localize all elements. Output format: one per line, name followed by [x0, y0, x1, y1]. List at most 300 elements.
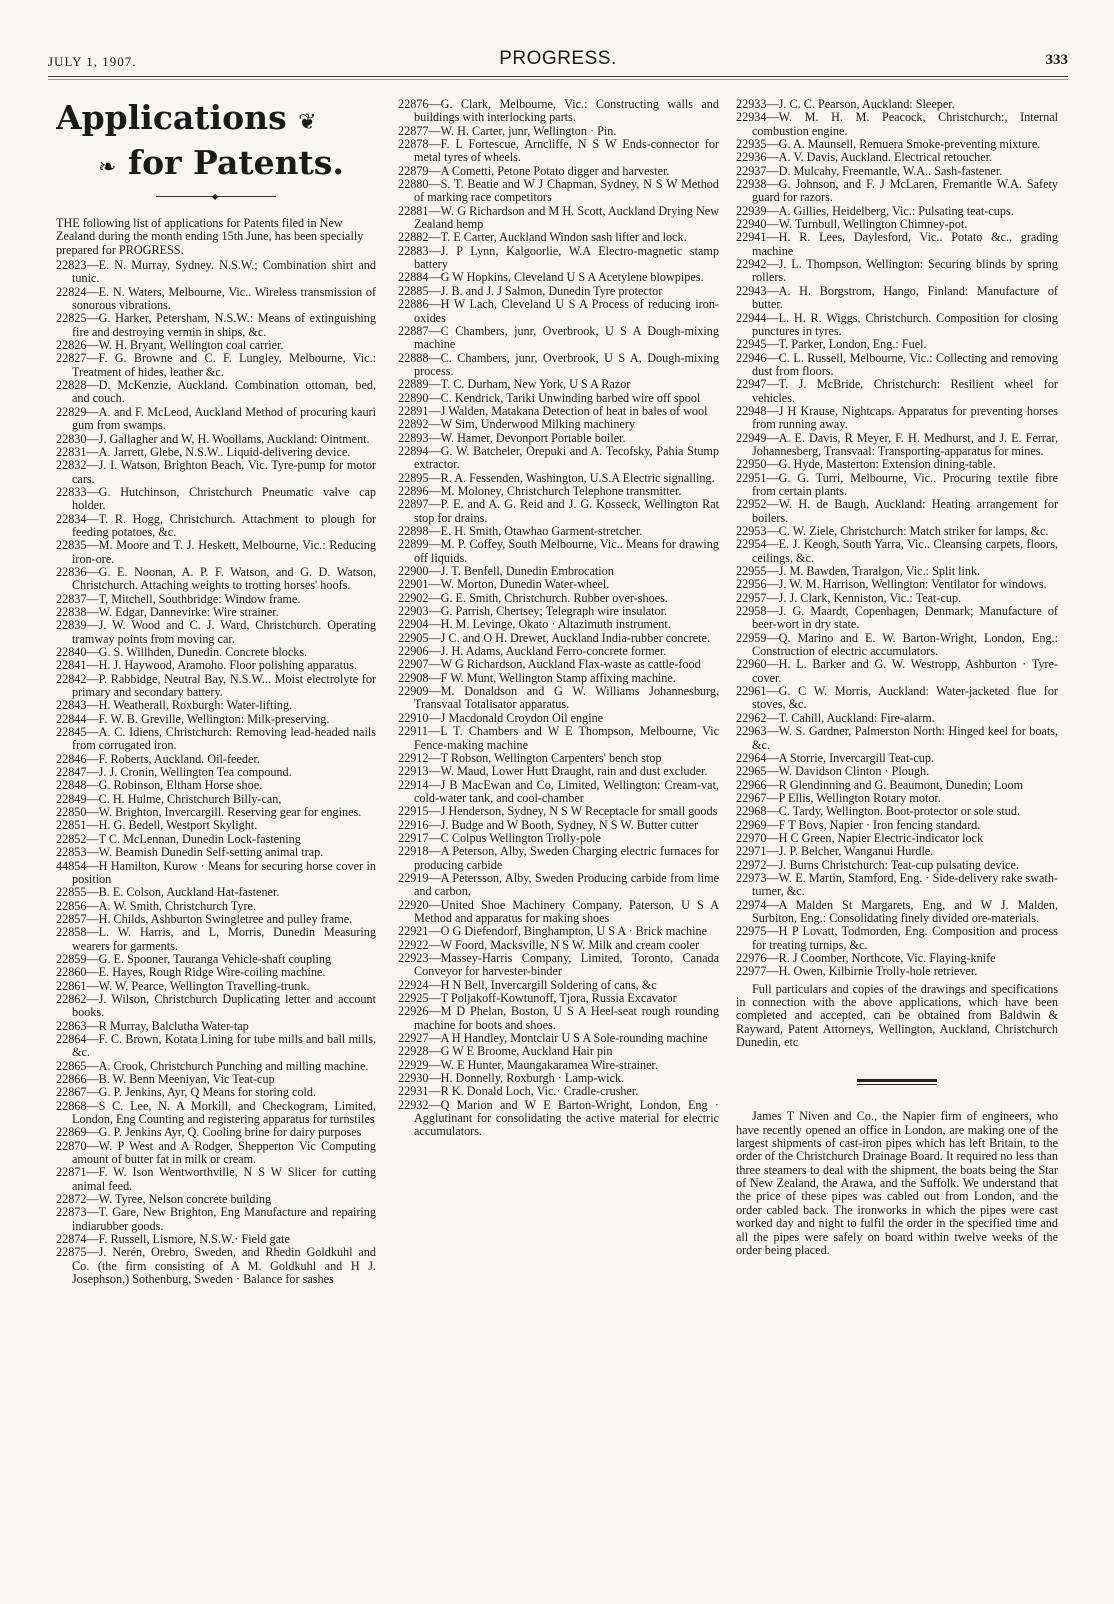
patent-number: 22958 [736, 604, 767, 619]
patent-entry: 22894—G. W. Batcheler, Orepuki and A. Tecofsky, Pahia Stump extractor. [398, 443, 719, 472]
patent-number: 22933 [736, 98, 767, 111]
patent-entry: 22906—J. H. Adams, Auckland Ferro-concrete former. [398, 644, 667, 659]
patent-entry: 22946—C. L. Russell, Melbourne, Vic.: Collecting and removing dust from floors. [736, 350, 1058, 378]
patent-entry: 22872—W. Tyree, Nelson concrete building [56, 1192, 272, 1207]
patent-entry: 22957—J. J. Clark, Kenniston, Vic.: Teat-cup. [736, 590, 962, 605]
patent-entry: 22967—P Ellis, Wellington Rotary motor. [736, 790, 941, 805]
patent-entry: 22833—G. Hutchinson, Christchurch Pneumatic valve cap holder. [56, 484, 376, 513]
patent-details: F. Roberts, Auckland. Oil-feeder. [98, 751, 260, 766]
patent-entry: 22943—A. H. Borgstrom, Hango, Finland: Manufacture of butter. [736, 283, 1058, 312]
patent-entry: 22927—A H Handley, Montclair U S A Sole-rounding machine [398, 1031, 708, 1046]
patent-details: C. Chambers, junr, Overbrook, U S A, Dough-mixing process. [414, 350, 719, 378]
patent-number: 22952 [736, 497, 767, 512]
patent-entry: 22949—A. E. Davis, R Meyer, F. H. Medhurst, and J. E. Ferrar, Johannesberg, Transvaal: Transporting-apparatus for mines. [736, 430, 1058, 458]
patent-details: W. Turnbull, Wellington Chimney-pot. [778, 217, 968, 232]
issue-date: JULY 1, 1907. [48, 54, 137, 69]
patent-entry: 22915—J Henderson, Sydney, N S W Receptacle for small goods [398, 804, 718, 819]
patent-entry: 22859—G. E. Spooner, Tauranga Vehicle-shaft coupling [56, 951, 332, 966]
patent-number: 22830 [56, 431, 87, 446]
patent-entry: 22948—J H Krause, Nightcaps. Apparatus for preventing horses from running away. [736, 403, 1058, 432]
patent-details: L T. Chambers and W E Thompson, Melbourne, Vic Fence-making machine [414, 724, 719, 752]
patent-number: 22932 [398, 1097, 429, 1112]
patent-entry: 22933—J. C. C. Pearson, Auckland: Sleeper. [736, 98, 955, 111]
patent-number: 22835 [56, 538, 87, 553]
patent-number: 22840 [56, 645, 87, 659]
patent-details: J. P. Belcher, Wanganui Hurdle. [778, 844, 934, 859]
patent-number: 22956 [736, 577, 767, 592]
patent-details: R. J Coomber, Northcote, Vic. Flaying-knife [778, 951, 996, 965]
patent-entry: 22940—W. Turnbull, Wellington Chimney-pot. [736, 217, 968, 232]
patent-number: 22864 [56, 1031, 87, 1046]
patent-details: W. M. H. M. Peacock, Christchurch:, Internal combustion engine. [752, 110, 1058, 138]
patent-details: Massey-Harris Company, Limited, Toronto, Canada Conveyor for harvester-binder [414, 951, 719, 979]
patent-entry: 22937—D. Mulcahy, Freemantle, W.A.. Sash-fastener. [736, 163, 1003, 178]
patent-number: 22897 [398, 497, 429, 512]
patent-number: 22930 [398, 1071, 429, 1086]
patent-entry: 22825—G. Harker, Petersham, N.S.W.: Means of extinguishing fire and destroying vermin in ships, &c. [56, 311, 376, 339]
patent-number: 22863 [56, 1018, 87, 1033]
patent-details: E. N. Murray, Sydney. N.S.W.; Combination shirt and tunic. [72, 258, 376, 286]
patent-number: 22942 [736, 257, 767, 272]
patent-number: 22847 [56, 765, 87, 780]
patent-number: 22888 [398, 350, 429, 365]
patent-details: G. G. Turri, Melbourne, Vic.. Procuring textile fibre from certain plants. [752, 470, 1058, 498]
patent-details: G. E. Smith, Christchurch. Rubber over-shoes. [440, 590, 668, 605]
patent-number: 22917 [398, 830, 429, 845]
patent-entry: 22827—F. G. Browne and C. F. Lungley, Melbourne, Vic.: Treatment of hides, leather &c. [56, 351, 376, 379]
patent-entry: 22864—F. C. Brown, Kotata Lining for tube mills and ball mills, &c. [56, 1031, 376, 1060]
patent-entry: 22873—T. Gare, New Brighton, Eng Manufacture and repairing indiarubber goods. [56, 1205, 376, 1233]
patent-details: A Peterson, Alby, Sweden Charging electric furnaces for producing carbide [414, 844, 719, 872]
patent-number: 22926 [398, 1004, 429, 1019]
patent-details: Q. Marino and E. W. Barton-Wright, London, Eng.: Construction of electric accumulators. [752, 630, 1058, 659]
patent-number: 22955 [736, 564, 767, 579]
patent-details: F. L Fortescue, Arncliffe, N S W Ends-connector for metal tyres of wheels. [414, 137, 719, 165]
patent-entry: 22923—Massey-Harris Company, Limited, Toronto, Canada Conveyor for harvester-binder [398, 951, 719, 979]
patent-number: 22976 [736, 951, 767, 965]
patent-entry: 22968—C. Tardy, Wellington. Boot-protector or sole stud. [736, 804, 1020, 819]
patent-entry: 22879—A Cometti, Petone Potato digger and harvester. [398, 163, 670, 178]
patent-details: H. J. Haywood, Aramoho. Floor polishing apparatus. [98, 658, 357, 673]
patent-entry: 22909—M. Donaldson and G W. Williams Johannesburg, Transvaal Totalisator apparatus. [398, 684, 719, 712]
patent-details: M. Moore and T. J. Heskett, Melbourne, Vic.: Reducing iron-ore. [72, 538, 376, 566]
patent-details: P. E. and A. G. Reid and J. G. Kosseck, Wellington Rat stop for drains. [414, 497, 719, 525]
patent-entry: 22830—J. Gallagher and W, H. Woollams, Auckland: Ointment. [56, 431, 370, 446]
patent-entry: 22832—J. I. Watson, Brighton Beach, Vic. Tyre-pump for motor cars. [56, 458, 376, 486]
patent-entry: 22913—W. Maud, Lower Hutt Draught, rain and dust excluder. [398, 764, 708, 779]
patent-number: 22868 [56, 1098, 87, 1113]
patent-entry: 22930—H. Donnelly, Roxburgh · Lamp-wick. [398, 1071, 625, 1086]
patent-number: 22850 [56, 805, 87, 820]
patent-number: 22885 [398, 283, 429, 298]
patent-details: A Malden St Margarets, Eng, and W J. Malden, Surbiton, Eng.: Consolidating finely divided ore-materials. [752, 897, 1058, 925]
patent-entry: 22926—M D Phelan, Boston, U S A Heel-seat rough rounding machine for boots and shoes. [398, 1004, 719, 1032]
patent-details: J. Burns Christchurch: Teat-cup pulsating device. [778, 857, 1019, 872]
patent-entry: 22918—A Peterson, Alby, Sweden Charging electric furnaces for producing carbide [398, 844, 719, 872]
patent-entry: 22875—J. Nerén, Orebro, Sweden, and Rhedin Goldkuhl and Co. (the firm consisting of A M. Goldkuhl and H J. Josephson,) Sothenburg, Sweden · Balance for sashes [56, 1245, 376, 1287]
patent-number: 22937 [736, 163, 767, 178]
patent-details: T. R. Hogg, Christchurch. Attachment to plough for feeding potatoes, &c. [72, 511, 376, 539]
patent-entry: 22850—W. Brighton, Invercargill. Reserving gear for engines. [56, 805, 362, 820]
patent-details: C. L. Russell, Melbourne, Vic.: Collecting and removing dust from floors. [752, 350, 1058, 378]
patent-details: A H Handley, Montclair U S A Sole-rounding machine [440, 1031, 708, 1046]
column-1 [56, 98, 376, 1593]
patent-details: J. J. Cronin, Wellington Tea compound. [98, 765, 292, 780]
patent-entry: 22924—H N Bell, Invercargill Soldering of cans, &c [398, 977, 657, 992]
patent-details: A. E. Davis, R Meyer, F. H. Medhurst, and J. E. Ferrar, Johannesberg, Transvaal: Transporting-apparatus for mines. [752, 430, 1058, 458]
patent-entry: 22956—J. W. M. Harrison, Wellington: Ventilator for windows. [736, 577, 1047, 592]
column-3 [736, 98, 1058, 1593]
patent-entry: 22835—M. Moore and T. J. Heskett, Melbourne, Vic.: Reducing iron-ore. [56, 538, 376, 566]
entry-list-2 [398, 98, 719, 1139]
patent-details: A. V. Davis, Auckland. Electrical retoucher. [778, 150, 993, 165]
patent-entry: 22834—T. R. Hogg, Christchurch. Attachment to plough for feeding potatoes, &c. [56, 511, 376, 539]
patent-entry: 22910—J Macdonald Croydon Oil engine [398, 710, 604, 725]
patent-details: J H Krause, Nightcaps. Apparatus for preventing horses from running away. [752, 403, 1058, 432]
patent-entry: 22856—A. W. Smith, Christchurch Tyre. [56, 898, 257, 913]
patent-number: 22922 [398, 937, 429, 952]
patent-number: 22953 [736, 524, 767, 538]
patent-number: 22931 [398, 1084, 429, 1099]
patent-number: 22861 [56, 978, 87, 993]
patent-details: E. N. Waters, Melbourne, Vic.. Wireless transmission of sonorous vibrations. [72, 284, 376, 313]
patent-number: 22948 [736, 403, 767, 418]
patent-entry: 22861—W. W. Pearce, Wellington Travelling-trunk. [56, 978, 310, 993]
patent-entry: 22914—J B MacEwan and Co, Limited, Wellington: Cream-vat, cold-water tank, and cool-chamber [398, 777, 719, 805]
patent-details: J. H. Adams, Auckland Ferro-concrete former. [440, 644, 667, 659]
patent-details: C. Tardy, Wellington. Boot-protector or sole stud. [778, 804, 1020, 819]
patent-number: 22950 [736, 457, 767, 472]
patent-entry: 22880—S. T. Beatie and W J Chapman, Sydney, N S W Method of marking race competitors [398, 177, 719, 205]
patent-number: 22902 [398, 590, 429, 605]
patent-details: T C. McLennan, Dunedin Lock-fastening [98, 831, 301, 846]
patent-number: 22898 [398, 524, 429, 538]
patent-entry: 22921—O G Diefendorf, Binghampton, U S A · Brick machine [398, 924, 708, 939]
patent-number: 22881 [398, 203, 429, 218]
patent-number: 22927 [398, 1031, 429, 1046]
patent-entry: 22855—B. E. Colson, Auckland Hat-fastener. [56, 885, 280, 900]
patent-entry: 22951—G. G. Turri, Melbourne, Vic.. Procuring textile fibre from certain plants. [736, 470, 1058, 498]
patent-details: J Macdonald Croydon Oil engine [440, 710, 604, 725]
patent-entry: 22892—W Sim, Underwood Milking machinery [398, 417, 636, 432]
patent-number: 22940 [736, 217, 767, 232]
patent-entry: 22867—G. P. Jenkins, Ayr, Q Means for storing cold. [56, 1085, 317, 1100]
patent-number: 22916 [398, 817, 429, 832]
patent-entry: 22972—J. Burns Christchurch: Teat-cup pulsating device. [736, 857, 1019, 872]
patent-details: H P Lovatt, Todmorden, Eng. Composition and process for treating turnips, &c. [752, 924, 1058, 952]
patent-number: 22912 [398, 750, 429, 765]
headline-line-1: Applications [56, 98, 287, 137]
patent-number: 22969 [736, 817, 767, 832]
patent-details: C. W. Ziele, Christchurch: Match striker for lamps, &c. [778, 524, 1049, 538]
patent-details: T, Mitchell, Southbridge: Window frame. [98, 591, 301, 606]
patent-entry: 22846—F. Roberts, Auckland. Oil-feeder. [56, 751, 260, 766]
patent-number: 22907 [398, 657, 429, 672]
ornament-icon: ❧ [98, 155, 117, 180]
patent-entry: 22824—E. N. Waters, Melbourne, Vic.. Wireless transmission of sonorous vibrations. [56, 284, 376, 313]
patent-details: W. H. Carter, junr, Wellington · Pin. [440, 123, 617, 138]
article-headline [56, 98, 376, 188]
patent-number: 22925 [398, 991, 429, 1006]
patent-number: 22882 [398, 230, 429, 245]
patent-number: 22936 [736, 150, 767, 165]
patent-entry: 22826—W. H. Bryant, Wellington coal carrier. [56, 338, 284, 353]
patent-number: 22833 [56, 484, 87, 499]
patent-number: 22913 [398, 764, 429, 779]
patent-entry: 22944—L. H. R. Wiggs, Christchurch. Composition for closing punctures in tyres. [736, 310, 1058, 338]
patent-entry: 22857—H. Childs, Ashburton Swingletree and pulley frame. [56, 911, 353, 926]
patent-details: H. Weatherall, Roxburgh: Water-lifting. [98, 698, 293, 713]
closing-paragraph: Full particulars and copies of the drawings and specifications in connection with the above applications, which have been completed and accepted, can be obtained from Baldwin & Rayward, Patent Attorneys, Wellington, Auckland, Christchurch Dunedin, etc [736, 981, 1058, 1050]
patent-entry: 22897—P. E. and A. G. Reid and J. G. Kosseck, Wellington Rat stop for drains. [398, 497, 719, 525]
patent-number: 22971 [736, 844, 767, 859]
patent-number: 22899 [398, 537, 429, 552]
patent-number: 22852 [56, 831, 87, 846]
patent-entry: 22847—J. J. Cronin, Wellington Tea compound. [56, 765, 292, 780]
patent-number: 22973 [736, 870, 767, 885]
patent-number: 22918 [398, 844, 429, 859]
patent-number: 22951 [736, 470, 767, 485]
patent-details: H. Owen, Kilbirnie Trolly-hole retriever. [778, 964, 978, 979]
patent-number: 22968 [736, 804, 767, 819]
patent-number: 22834 [56, 511, 87, 526]
patent-number: 22894 [398, 443, 429, 458]
news-paragraph: James T Niven and Co., the Napier firm of engineers, who have recently opened an office in London, are making one of the largest shipments of cast-iron pipes which has left Britain, to the order of the Christchurch Drainage Board. It required no less than three steamers to deal with the shipment, the boats being the Star of New Zealand, the Arawa, and the Suffolk. We understand that the price of these pipes was cabled out from London, and the order cabled back. The ironworks in which the pipes were cast worked day and night to fulfil the order in the specified time and all the pipes were safely on board within twelve weeks of the order being placed. [736, 1109, 1058, 1257]
patent-entry: 22959—Q. Marino and E. W. Barton-Wright, London, Eng.: Construction of electric accumulators. [736, 630, 1058, 659]
patent-number: 22908 [398, 670, 429, 685]
patent-number: 22846 [56, 751, 87, 766]
patent-number: 22842 [56, 671, 87, 686]
patent-entry: 22853—W. Beamish Dunedin Self-setting animal trap. [56, 845, 324, 860]
patent-number: 22945 [736, 337, 767, 352]
patent-entry: 22889—T. C. Durham, New York, U S A Razor [398, 377, 631, 392]
patent-number: 22889 [398, 377, 429, 392]
patent-entry: 22962—T. Cahill, Auckland: Fire-alarm. [736, 710, 935, 725]
patent-details: J. I. Watson, Brighton Beach, Vic. Tyre-pump for motor cars. [72, 458, 376, 486]
patent-entry: 22870—W. P West and A Rodger, Shepperton Vic Computing amount of butter fat in milk or cream. [56, 1138, 376, 1167]
page-header [48, 48, 1068, 78]
patent-details: J. Nerén, Orebro, Sweden, and Rhedin Goldkuhl and Co. (the firm consisting of A M. Goldkuhl and H J. Josephson,) Sothenburg, Sweden · Balance for sashes [72, 1245, 376, 1287]
patent-entry: 22887—C Chambers, junr, Overbrook, U S A Dough-mixing machine [398, 323, 719, 352]
patent-number: 22934 [736, 110, 767, 125]
patent-entry: 22907—W G Richardson, Auckland Flax-waste as cattle-food [398, 657, 701, 672]
entry-list-3 [736, 98, 1058, 979]
patent-number: 22848 [56, 778, 87, 793]
patent-entry: 22874—F. Russell, Lismore, N.S.W.· Field gate [56, 1232, 290, 1247]
patent-details: B. W. Benn Meeniyan, Vic Teat-cup [98, 1072, 275, 1086]
patent-number: 22957 [736, 590, 767, 605]
patent-entry: 22973—W. E. Martin, Stamford, Eng. · Side-delivery rake swath-turner, &c. [736, 870, 1058, 899]
patent-entry: 22976—R. J Coomber, Northcote, Vic. Flaying-knife [736, 951, 996, 965]
patent-entry: 22899—M. P. Coffey, South Melbourne, Vic.. Means for drawing off liquids. [398, 537, 719, 565]
patent-number: 22943 [736, 283, 767, 298]
patent-details: H. Childs, Ashburton Swingletree and pulley frame. [98, 911, 353, 926]
patent-entry: 22896—M. Moloney, Christchurch Telephone transmitter. [398, 483, 682, 498]
patent-number: 22872 [56, 1192, 87, 1207]
patent-details: O G Diefendorf, Binghampton, U S A · Brick machine [440, 924, 708, 939]
patent-details: W. E. Martin, Stamford, Eng. · Side-delivery rake swath-turner, &c. [752, 870, 1058, 899]
patent-details: H N Bell, Invercargill Soldering of cans, &c [440, 977, 657, 992]
patent-details: F. Russell, Lismore, N.S.W.· Field gate [98, 1232, 290, 1247]
patent-entry: 22876—G. Clark, Melbourne, Vic.: Constructing walls and buildings with interlocking parts. [398, 98, 719, 125]
patent-number: 22828 [56, 378, 87, 393]
patent-number: 22941 [736, 230, 767, 245]
patent-number: 22904 [398, 617, 429, 632]
patent-details: E. J. Keogh, South Yarra, Vic.. Cleansing carpets, floors, ceilings, &c. [752, 537, 1058, 565]
patent-entry: 22911—L T. Chambers and W E Thompson, Melbourne, Vic Fence-making machine [398, 724, 719, 752]
patent-details: W. Beamish Dunedin Self-setting animal trap. [98, 845, 324, 860]
patent-entry: 22941—H. R. Lees, Daylesford, Vic.. Potato &c., grading machine [736, 230, 1058, 258]
patent-number: 22975 [736, 924, 767, 939]
patent-number: 22874 [56, 1232, 87, 1247]
patent-details: J. Budge and W Booth, Sydney, N S W. Butter cutter [440, 817, 699, 832]
patent-number: 22977 [736, 964, 767, 979]
headline-divider: ◆ [156, 196, 276, 197]
patent-entry: 22891—J Walden, Matakana Detection of heat in bales of wool [398, 403, 708, 418]
patent-number: 22862 [56, 991, 87, 1006]
patent-entry: 22858—L. W. Harris, and L, Morris, Dunedin Measuring wearers for garments. [56, 925, 376, 953]
patent-details: G W E Broome, Auckland Hair pin [440, 1044, 613, 1059]
patent-number: 22929 [398, 1057, 429, 1072]
patent-details: S C. Lee, N. A Morkill, and Checkogram, Limited, London, Eng Counting and registering apparatus for turnstiles [72, 1098, 376, 1127]
patent-number: 22954 [736, 537, 767, 552]
patent-number: 22859 [56, 951, 87, 966]
patent-details: T. Gare, New Brighton, Eng Manufacture and repairing indiarubber goods. [72, 1205, 376, 1233]
patent-details: H. R. Lees, Daylesford, Vic.. Potato &c., grading machine [752, 230, 1058, 258]
patent-entry: 22829—A. and F. McLeod, Auckland Method of procuring kauri gum from swamps. [56, 404, 376, 433]
patent-entry: 22852—T C. McLennan, Dunedin Lock-fastening [56, 831, 301, 846]
patent-entry: 22862—J. Wilson, Christchurch Duplicating letter and account books. [56, 991, 376, 1020]
patent-number: 22831 [56, 444, 87, 459]
patent-details: B. E. Colson, Auckland Hat-fastener. [98, 885, 280, 900]
patent-entry: 22912—T Robson, Wellington Carpenters' bench stop [398, 750, 662, 765]
patent-entry: 22928—G W E Broome, Auckland Hair pin [398, 1044, 613, 1059]
patent-number: 22832 [56, 458, 87, 473]
patent-number: 22823 [56, 258, 87, 273]
patent-details: G. Hyde, Masterton: Extension dining-table. [778, 457, 996, 472]
patent-details: J. P Lynn, Kalgoorlie, W.A Electro-magnetic stamp battery [414, 243, 719, 272]
patent-number: 22944 [736, 310, 767, 325]
patent-entry: 22851—H. G. Bedell, Westport Skylight. [56, 818, 258, 833]
patent-details: D. McKenzie, Auckland. Combination ottoman, bed, and couch. [72, 378, 376, 406]
patent-entry: 22893—W. Hamer, Devonport Portable boiler. [398, 430, 626, 445]
patent-details: H W Lach, Cleveland U S A Process of reducing iron-oxides [414, 297, 719, 325]
patent-entry: 22843—H. Weatherall, Roxburgh: Water-lifting. [56, 698, 293, 713]
patent-entry: 22942—J. L. Thompson, Wellington: Securing blinds by spring rollers. [736, 257, 1058, 285]
patent-details: G. W. Batcheler, Orepuki and A. Tecofsky, Pahia Stump extractor. [414, 443, 719, 472]
patent-details: J. Gallagher and W, H. Woollams, Auckland: Ointment. [98, 431, 370, 446]
patent-details: J. J. Clark, Kenniston, Vic.: Teat-cup. [778, 590, 962, 605]
patent-number: 22884 [398, 270, 429, 285]
patent-details: W. H. Bryant, Wellington coal carrier. [98, 338, 284, 353]
patent-details: R K. Donald Loch, Vic.· Cradle-crusher. [440, 1084, 639, 1099]
patent-number: 22909 [398, 684, 429, 699]
patent-details: W. G Richardson and M H. Scott, Auckland Drying New Zealand hemp [414, 203, 719, 232]
patent-entry: 22900—J. T. Benfell, Dunedin Embrocation [398, 564, 614, 579]
patent-details: W. Tyree, Nelson concrete building [98, 1192, 272, 1207]
patent-details: F. W. Ison Wentworthville, N S W Slicer for cutting animal feed. [72, 1165, 376, 1193]
patent-details: J. C. C. Pearson, Auckland: Sleeper. [778, 98, 955, 111]
patent-entry: 22869—G. P. Jenkins Ayr, Q. Cooling brine for dairy purposes [56, 1125, 362, 1140]
patent-number: 22938 [736, 177, 767, 192]
patent-details: T. C. Durham, New York, U S A Razor [440, 377, 631, 392]
patent-number: 22919 [398, 870, 429, 885]
patent-details: R Murray, Balclutha Water-tap [98, 1018, 249, 1033]
patent-details: A. Gillies, Heidelberg, Vic.: Pulsating teat-cups. [778, 203, 1014, 218]
patent-details: G. S. Willhden, Dunedin. Concrete blocks. [98, 645, 308, 659]
patent-number: 22855 [56, 885, 87, 900]
patent-details: A Storrie, Invercargill Teat-cup. [778, 750, 935, 765]
patent-details: G. E. Noonan, A. P. F. Watson, and G. D. Watson, Christchurch. Attaching weights to trotting horses' hoofs. [72, 564, 376, 593]
patent-number: 22949 [736, 430, 767, 445]
patent-entry: 22903—G. Parrish, Chertsey; Telegraph wire insulator. [398, 604, 668, 619]
patent-entry: 22920—United Shoe Machinery Company, Paterson, U S A Method and apparatus for making shoes [398, 897, 719, 925]
patent-details: H. M. Levinge, Okato · Altazimuth instrument. [440, 617, 671, 632]
patent-entry: 44854—H Hamilton, Kurow · Means for securing horse cover in position [56, 858, 376, 886]
patent-number: 22906 [398, 644, 429, 659]
patent-number: 22886 [398, 297, 429, 312]
patent-entry: 22917—C Colpus Wellington Trolly-pole [398, 830, 601, 845]
patent-details: E. Hayes, Rough Ridge Wire-coiling machine. [98, 965, 326, 980]
patent-details: Q Marion and W E Barton-Wright, London, Eng · Agglutinant for consolidating the active material for electric accumulators. [414, 1097, 719, 1139]
patent-entry: 22935—G. A. Maunsell, Remuera Smoke-preventing mixture. [736, 137, 1041, 152]
patent-number: 22843 [56, 698, 87, 713]
patent-entry: 22916—J. Budge and W Booth, Sydney, N S W. Butter cutter [398, 817, 699, 832]
patent-details: D. Mulcahy, Freemantle, W.A.. Sash-fastener. [778, 163, 1003, 178]
section-separator [857, 1079, 937, 1082]
patent-entry: 22849—C. H. Hulme, Christchurch Billy-can, [56, 791, 282, 806]
patent-details: A. and F. McLeod, Auckland Method of procuring kauri gum from swamps. [72, 404, 376, 433]
patent-details: G. C W. Morris, Auckland: Water-jacketed flue for stoves, &c. [752, 684, 1058, 712]
patent-details: W. H. de Baugh, Auckland: Heating arrangement for boilers. [752, 497, 1058, 525]
patent-number: 22939 [736, 203, 767, 218]
patent-number: 22967 [736, 790, 767, 805]
patent-details: M D Phelan, Boston, U S A Heel-seat rough rounding machine for boots and shoes. [414, 1004, 719, 1032]
patent-details: F. C. Brown, Kotata Lining for tube mills and ball mills, &c. [72, 1031, 376, 1060]
patent-details: G. Harker, Petersham, N.S.W.: Means of extinguishing fire and destroying vermin in ships, &c. [72, 311, 376, 339]
patent-number: 22960 [736, 657, 767, 672]
patent-number: 22851 [56, 818, 87, 833]
patent-details: A Cometti, Petone Potato digger and harvester. [440, 163, 670, 178]
patent-entry: 22954—E. J. Keogh, South Yarra, Vic.. Cleansing carpets, floors, ceilings, &c. [736, 537, 1058, 565]
patent-number: 22866 [56, 1072, 87, 1086]
patent-details: J. B. and J. J Salmon, Dunedin Tyre protector [440, 283, 663, 298]
patent-number: 22883 [398, 243, 429, 258]
patent-details: F W. Munt, Wellington Stamp affixing machine. [440, 670, 676, 685]
patent-details: J. W. M. Harrison, Wellington: Ventilator for windows. [778, 577, 1047, 592]
patent-details: J C. and O H. Drewet, Auckland India-rubber concrete. [440, 630, 711, 645]
patent-details: H C Green, Napier Electric-indicator lock [778, 830, 984, 845]
patent-number: 22856 [56, 898, 87, 913]
patent-details: T. J. McBride, Christchurch: Resilient wheel for vehicles. [752, 377, 1058, 405]
patent-details: W. Brighton, Invercargill. Reserving gear for engines. [98, 805, 362, 820]
patent-details: J. Wilson, Christchurch Duplicating letter and account books. [72, 991, 376, 1020]
patent-number: 22860 [56, 965, 87, 980]
patent-details: C. H. Hulme, Christchurch Billy-can, [98, 791, 282, 806]
patent-entry: 22919—A Petersson, Alby, Sweden Producing carbide from lime and carbon, [398, 870, 719, 899]
patent-entry: 22840—G. S. Willhden, Dunedin. Concrete blocks. [56, 645, 308, 659]
patent-number: 22966 [736, 777, 767, 792]
patent-details: H. G. Bedell, Westport Skylight. [98, 818, 258, 833]
patent-entry: 22969—F T Bovs, Napier · Iron fencing standard. [736, 817, 981, 832]
patent-details: W. S. Gardner, Palmerston North: Hinged keel for boats, &c. [752, 724, 1058, 752]
patent-entry: 22831—A. Jarrett, Glebe, N.S.W.. Liquid-delivering device. [56, 444, 351, 459]
patent-entry: 22947—T. J. McBride, Christchurch: Resilient wheel for vehicles. [736, 377, 1058, 405]
patent-details: W G Richardson, Auckland Flax-waste as cattle-food [440, 657, 701, 672]
patent-entry: 22871—F. W. Ison Wentworthville, N S W Slicer for cutting animal feed. [56, 1165, 376, 1193]
patent-number: 22890 [398, 390, 429, 405]
patent-entry: 22952—W. H. de Baugh, Auckland: Heating arrangement for boilers. [736, 497, 1058, 525]
